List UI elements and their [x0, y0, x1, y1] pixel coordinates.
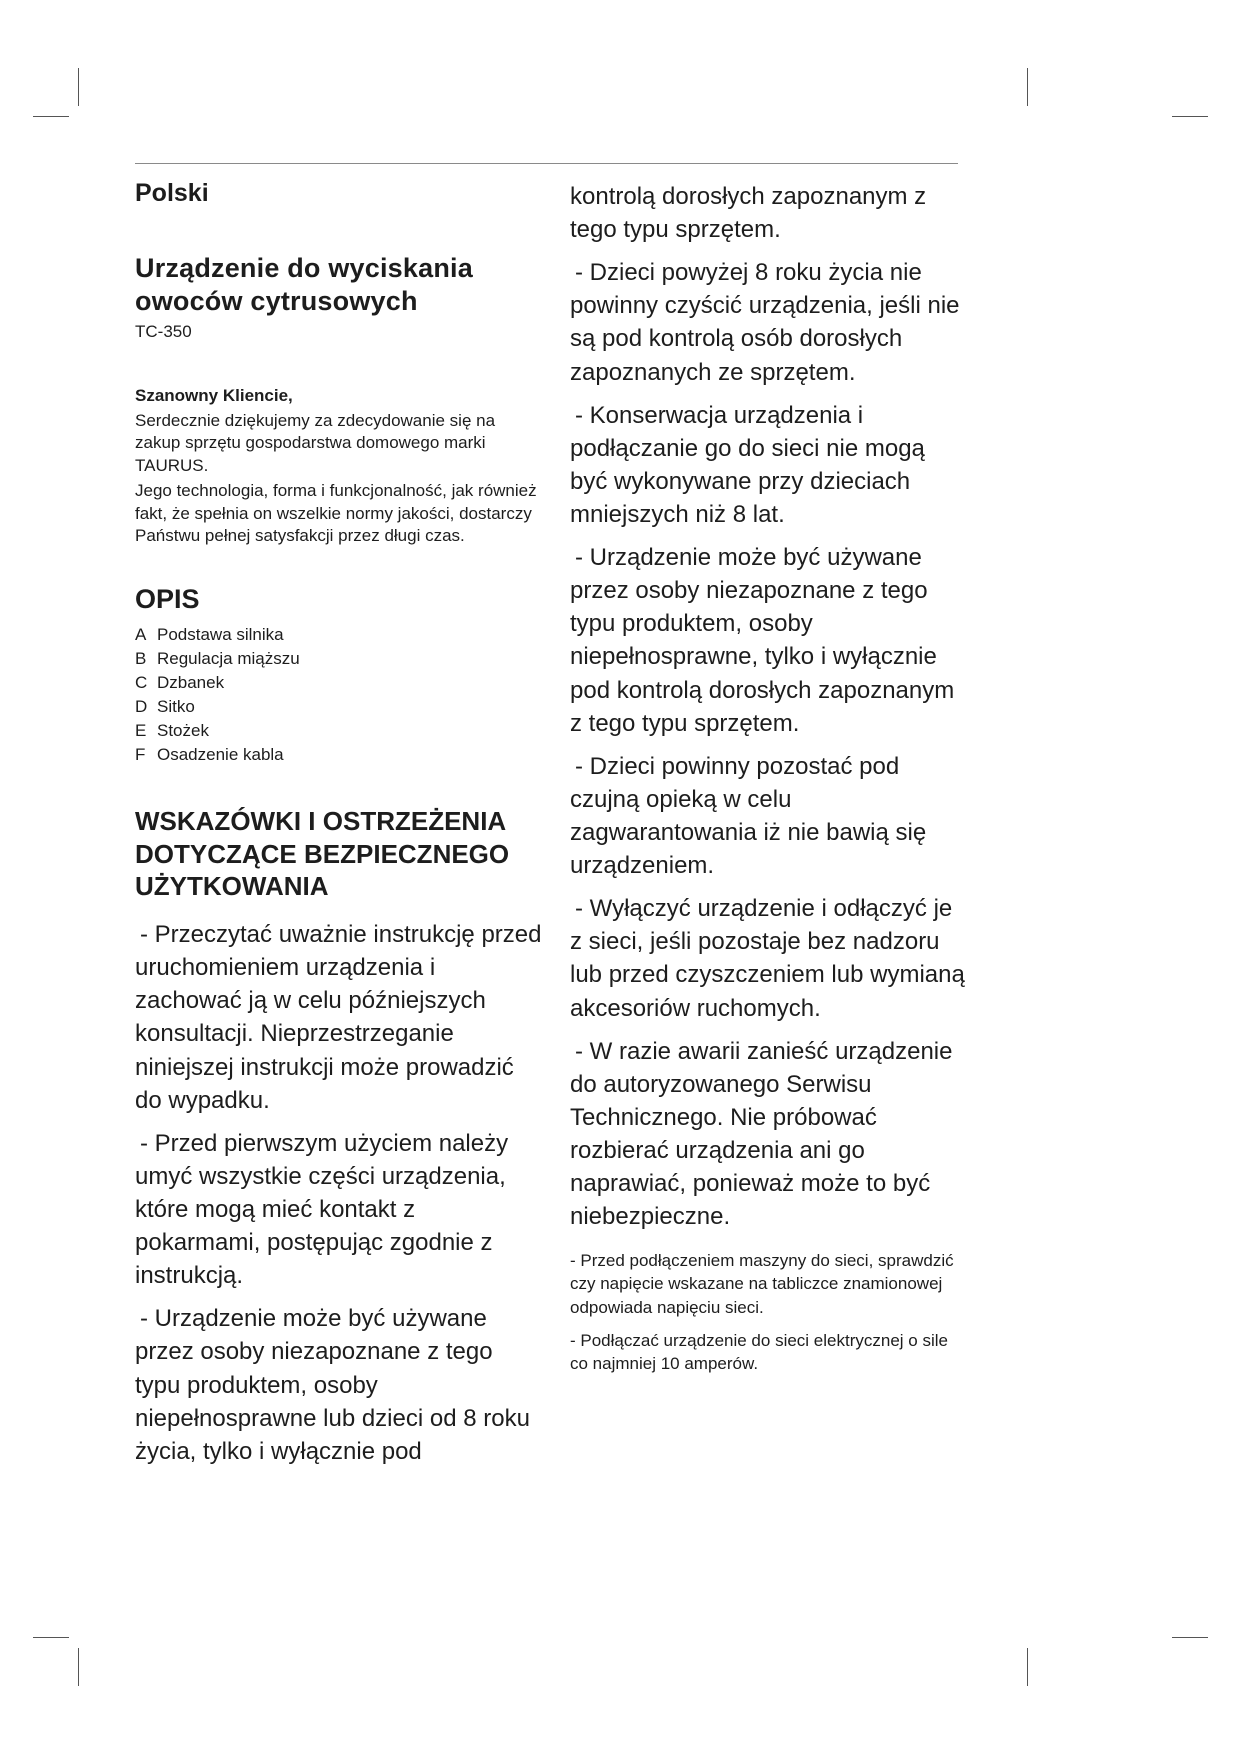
- safety-bullet: - W razie awarii zanieść urządzenie do autoryzowanego Serwisu Technicznego. Nie próbować rozbierać urządzenia ani go naprawiać, ponieważ może to być niebezpieczne.: [570, 1037, 953, 1231]
- crop-mark-bottom-right-horizontal: [1172, 1637, 1208, 1638]
- safety-note: - Przed podłączeniem maszyny do sieci, sprawdzić czy napięcie wskazane na tabliczce znamionowej odpowiada napięciu sieci.: [570, 1251, 954, 1317]
- safety-bullet: - Urządzenie może być używane przez osoby niezapoznane z tego typu produktem, osoby niepełnosprawne lub dzieci od 8 roku życia, tylko i wyłącznie pod: [135, 1305, 530, 1465]
- list-item: [135, 695, 543, 719]
- part-letter: A: [135, 624, 147, 644]
- safety-bullet: - Dzieci powinny pozostać pod czujną opieką w celu zagwarantowania iż nie bawią się urządzeniem.: [570, 752, 927, 880]
- safety-bullet: - Przeczytać uważnie instrukcję przed uruchomieniem urządzenia i zachować ją w celu późniejszych konsultacji. Nieprzestrzeganie niniejszej instrukcji może prowadzić do wypadku.: [135, 921, 542, 1114]
- product-title: Urządzenie do wyciskania owoców cytrusowych: [135, 252, 473, 317]
- salutation: Szanowny Kliencie,: [135, 386, 293, 405]
- intro-paragraph: Serdecznie dziękujemy za zdecydowanie się na zakup sprzętu gospodarstwa domowego marki TAURUS.: [135, 411, 496, 475]
- safety-heading: WSKAZÓWKI I OSTRZEŻENIA DOTYCZĄCE BEZPIECZNEGO UŻYTKOWANIA: [135, 806, 510, 901]
- intro-paragraph: Jego technologia, forma i funkcjonalność, jak również fakt, że spełnia on wszelkie normy jakości, dostarczy Państwu pełnej satysfakcji przez długi czas.: [135, 481, 537, 546]
- part-letter: D: [135, 697, 148, 716]
- parts-list: [135, 623, 543, 768]
- list-item: [135, 743, 543, 767]
- crop-mark-bottom-left-vertical: [78, 1648, 79, 1686]
- part-letter: E: [135, 721, 147, 741]
- part-letter: F: [135, 745, 146, 765]
- list-item: [135, 719, 543, 743]
- safety-bullet: - Dzieci powyżej 8 roku życia nie powinny czyścić urządzenia, jeśli nie są pod kontrolą osób dorosłych zapoznanych ze sprzętem.: [570, 259, 960, 386]
- part-label: Sitko: [157, 697, 195, 716]
- list-item: [135, 671, 543, 695]
- part-letter: B: [135, 648, 147, 668]
- safety-bullet-continuation: kontrolą dorosłych zapoznanym z tego typu sprzętem.: [570, 183, 927, 244]
- safety-bullet: - Przed pierwszym użyciem należy umyć wszystkie części urządzenia, które mogą mieć kontakt z pokarmami, postępując zgodnie z instrukcją.: [135, 1129, 509, 1290]
- part-label: Podstawa silnika: [157, 624, 284, 644]
- right-column: [570, 180, 968, 1375]
- part-letter: C: [135, 672, 148, 692]
- part-label: Stożek: [157, 721, 209, 741]
- header-rule: [135, 163, 958, 164]
- left-column: [135, 180, 543, 1478]
- part-label: Regulacja miąższu: [157, 648, 300, 668]
- safety-note: - Podłączać urządzenie do sieci elektrycznej o sile co najmniej 10 amperów.: [570, 1330, 948, 1373]
- safety-bullet: - Urządzenie może być używane przez osoby niezapoznane z tego typu produktem, osoby niepełnosprawne, tylko i wyłącznie pod kontrolą dorosłych zapoznanym z tego typu sprzętem.: [570, 544, 955, 737]
- crop-mark-top-left-horizontal: [33, 116, 69, 117]
- language-heading: Polski: [135, 179, 209, 207]
- description-heading: OPIS: [135, 583, 200, 614]
- model-number: TC-350: [135, 322, 192, 341]
- crop-mark-bottom-right-vertical: [1027, 1648, 1028, 1686]
- part-label: Dzbanek: [157, 672, 225, 692]
- list-item: [135, 623, 543, 647]
- crop-mark-top-right-vertical: [1027, 68, 1028, 106]
- list-item: [135, 647, 543, 671]
- crop-mark-top-left-vertical: [78, 68, 79, 106]
- safety-bullet: - Konserwacja urządzenia i podłączanie go do sieci nie mogą być wykonywane przy dzieciach mniejszych niż 8 lat.: [570, 401, 925, 528]
- crop-mark-bottom-left-horizontal: [33, 1637, 69, 1638]
- crop-mark-top-right-horizontal: [1172, 116, 1208, 117]
- safety-bullet: - Wyłączyć urządzenie i odłączyć je z sieci, jeśli pozostaje bez nadzoru lub przed czyszczeniem lub wymianą akcesoriów ruchomych.: [570, 895, 965, 1022]
- part-label: Osadzenie kabla: [157, 745, 284, 765]
